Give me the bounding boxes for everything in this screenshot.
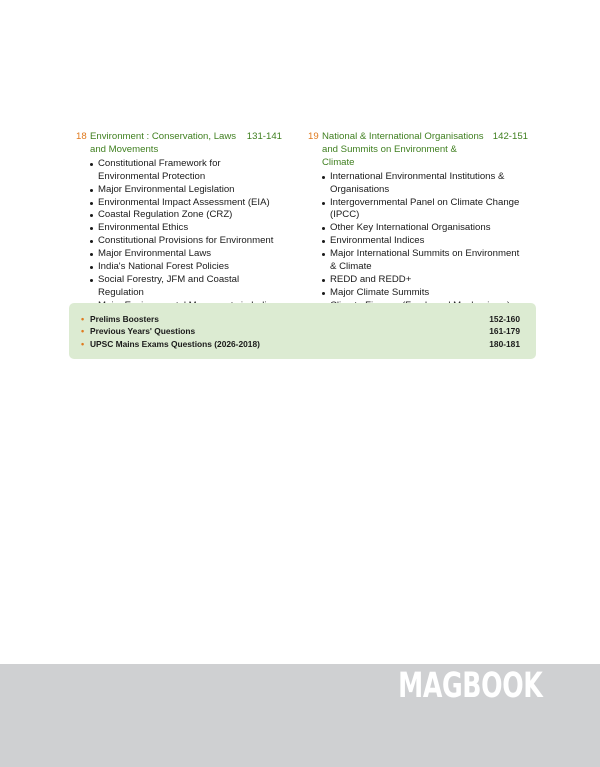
- footer-band: [0, 664, 600, 767]
- topic-item: Other Key International Organisations: [322, 222, 528, 235]
- brand-logo: MAGBOOK: [397, 666, 542, 706]
- bullet-icon: •: [81, 338, 85, 349]
- extras-item-page-range: 180-181: [489, 338, 520, 349]
- bullet-icon: •: [81, 326, 85, 336]
- topic-item: International Environmental Institutions & Organisations: [322, 171, 528, 197]
- topic-item: Constitutional Framework for Environmental Protection: [90, 158, 282, 184]
- chapter-number: 19: [308, 131, 319, 142]
- extras-item-mains-questions[interactable]: [81, 337, 520, 350]
- topic-list: [76, 158, 282, 313]
- bullet-icon: •: [81, 313, 85, 324]
- extras-item-prelims-boosters[interactable]: [81, 312, 520, 325]
- topic-item: Social Forestry, JFM and Coastal Regulation: [90, 274, 282, 300]
- topic-item: Major International Summits on Environment & Climate: [322, 248, 528, 274]
- topic-list: [308, 171, 528, 313]
- extras-item-page-range: 152-160: [489, 313, 520, 324]
- chapter-number: 18: [76, 131, 87, 142]
- extras-item-label: UPSC Mains Exams Questions (2026-2018): [90, 338, 260, 349]
- chapter-heading: [76, 131, 282, 157]
- topic-item: Major Environmental Laws: [90, 248, 282, 261]
- extras-item-label: Prelims Boosters: [90, 313, 159, 324]
- extras-item-label: Previous Years' Questions: [90, 326, 196, 336]
- topic-item: Environmental Indices: [322, 235, 528, 248]
- extras-item-page-range: 161-179: [489, 326, 520, 336]
- topic-item: Major Climate Summits: [322, 287, 528, 300]
- chapter-title[interactable]: Environment : Conservation, Laws and Movements: [90, 131, 237, 155]
- topic-item: Environmental Ethics: [90, 222, 282, 235]
- topic-item: Coastal Regulation Zone (CRZ): [90, 209, 282, 222]
- topic-item: India's National Forest Policies: [90, 261, 282, 274]
- chapter-heading: [308, 131, 528, 170]
- topic-item: REDD and REDD+: [322, 274, 528, 287]
- topic-item: Major Environmental Legislation: [90, 184, 282, 197]
- extras-item-previous-years-questions[interactable]: [81, 325, 520, 338]
- chapter-page-range: 131-141: [246, 131, 282, 142]
- chapter-title[interactable]: National & International Organisations and Summits on Environment & Climate: [322, 131, 484, 168]
- topic-item: Constitutional Provisions for Environment: [90, 235, 282, 248]
- chapter-page-range: 142-151: [492, 131, 528, 142]
- topic-item: Intergovernmental Panel on Climate Change (IPCC): [322, 197, 528, 223]
- topic-item: Environmental Impact Assessment (EIA): [90, 197, 282, 210]
- chapter-18: [76, 131, 282, 313]
- extras-box: [69, 303, 536, 359]
- chapter-19: [308, 131, 528, 313]
